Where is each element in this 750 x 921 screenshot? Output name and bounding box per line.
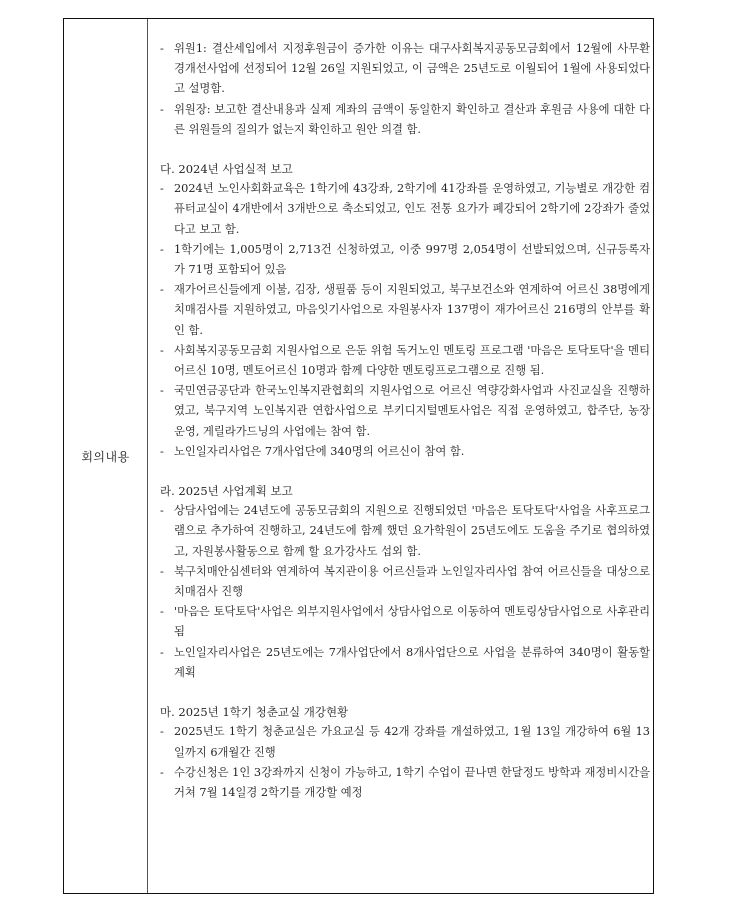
list-item: - 2024년 노인사회화교육은 1학기에 43강좌, 2학기에 41강좌를 운영하였고, 기능별로 개강한 컴퓨터교실이 4개반에서 3개반으로 축소되었고, 인도 전통 요가가 폐강되어 2학기에 2강좌가 줄었다고 보고 함. [160, 179, 650, 240]
list-item: - 국민연금공단과 한국노인복지관협회의 지원사업으로 어르신 역량강화사업과 사진교실을 진행하였고, 북구지역 노인복지관 연합사업으로 부키디지털멘토사업은 직접 운영하였고, 합주단, 농장운영, 게릴라가드닝의 사업에는 참여 함. [160, 381, 650, 442]
list-item: - 위원장: 보고한 결산내용과 실제 계좌의 금액이 동일한지 확인하고 결산과 후원금 사용에 대한 다른 위원들의 질의가 없는지 확인하고 원안 의결 함. [160, 100, 650, 140]
section-heading: 라. 2025년 사업계획 보고 [160, 484, 293, 499]
bullet-dash: - [160, 564, 164, 578]
bullet-dash: - [160, 384, 164, 398]
list-item: - 북구치매안심센터와 연계하여 복지관이용 어르신들과 노인일자리사업 참여 어르신들을 대상으로 치매검사 진행 [160, 562, 650, 602]
list-item: - 위원1: 결산세입에서 지정후원금이 증가한 이유는 대구사회복지공동모금회에서 12월에 사무환경개선사업에 선정되어 12월 26일 지원되었고, 이 금액은 25년도로 이월되어 1월에 사용되었다고 설명함. [160, 39, 650, 100]
bullet-dash: - [160, 504, 164, 518]
section-performance-report [160, 159, 650, 462]
list-item: - 노인일자리사업은 25년도에는 7개사업단에서 8개사업단으로 사업을 분류하여 340명이 활동할 계획 [160, 643, 650, 683]
bullet-dash: - [160, 102, 164, 116]
bullet-dash: - [160, 725, 164, 739]
list-item: - 재가어르신들에게 이불, 김장, 생필품 등이 지원되었고, 북구보건소와 연계하여 어르신 38명에게 치매검사를 지원하였고, 마음잇기사업으로 자원봉사자 137명이 재가어르신 216명의 안부를 확인 함. [160, 280, 650, 341]
label-cell [64, 19, 148, 893]
intro-block [160, 39, 650, 140]
content-cell [160, 39, 650, 803]
list-item: - 수강신청은 1인 3강좌까지 신청이 가능하고, 1학기 수업이 끝나면 한달정도 방학과 재정비시간을 거쳐 7월 14일경 2학기를 개강할 예정 [160, 763, 650, 803]
list-item: - '마음은 토닥토닥'사업은 외부지원사업에서 상담사업으로 이동하여 멘토링상담사업으로 사후관리 됨 [160, 602, 650, 642]
bullet-dash: - [160, 765, 164, 779]
bullet-dash: - [160, 444, 164, 458]
section-class-status [160, 702, 650, 803]
bullet-dash: - [160, 283, 164, 297]
bullet-dash: - [160, 182, 164, 196]
bullet-dash: - [160, 645, 164, 659]
section-heading: 마. 2025년 1학기 청춘교실 개강현황 [160, 705, 349, 720]
list-item: - 노인일자리사업은 7개사업단에 340명의 어르신이 참여 함. [160, 442, 650, 462]
row-label: 회의내용 [81, 449, 130, 464]
bullet-dash: - [160, 242, 164, 256]
list-item: - 1학기에는 1,005명이 2,713건 신청하였고, 이중 997명 2,054명이 선발되었으며, 신규등록자가 71명 포함되어 있음 [160, 240, 650, 280]
bullet-dash: - [160, 605, 164, 619]
section-business-plan [160, 481, 650, 683]
minutes-table [63, 18, 654, 894]
list-item: - 상담사업에는 24년도에 공동모금회의 지원으로 진행되었던 '마음은 토닥토닥'사업을 사후프로그램으로 추가하여 진행하고, 24년도에 함께 했던 요가학원이 25년도에도 도움을 주기로 협의하였고, 자원봉사활동으로 함께 할 요가강사도 섭외 함. [160, 501, 650, 562]
section-heading: 다. 2024년 사업실적 보고 [160, 162, 293, 177]
bullet-dash: - [160, 42, 164, 55]
bullet-dash: - [160, 343, 164, 357]
list-item: - 사회복지공동모금회 지원사업으로 은둔 위험 독거노인 멘토링 프로그램 '마음은 토닥토닥'을 멘티어르신 10명, 멘토어르신 10명과 함께 다양한 멘토링프로그램으로 진행 됨. [160, 341, 650, 381]
list-item: - 2025년도 1학기 청춘교실은 가요교실 등 42개 강좌를 개설하였고, 1월 13일 개강하여 6월 13일까지 6개월간 진행 [160, 722, 650, 762]
